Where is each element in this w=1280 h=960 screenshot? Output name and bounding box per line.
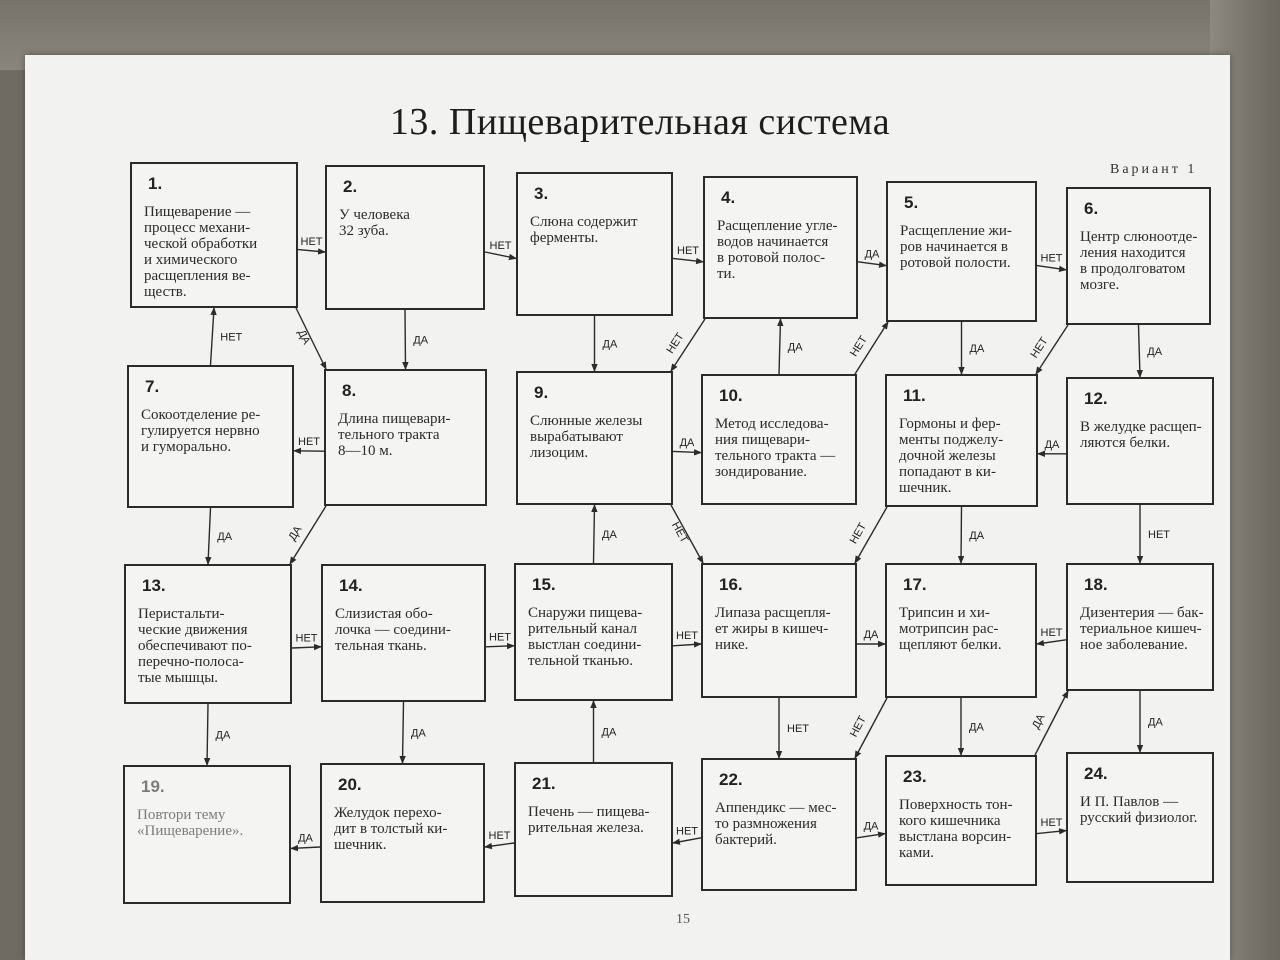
box-number: 2. [343,177,358,196]
box-number: 13. [142,576,166,595]
box-number: 23. [903,767,927,786]
connector-label-20-19: ДА [298,832,313,845]
connector-13-19 [207,704,208,765]
connector-label-11-17: ДА [969,530,985,542]
box-statement: Длина пищевари- тельного тракта 8—10 м. [338,411,451,459]
connector-label-22-23: ДА [863,820,879,833]
connector-14-15 [486,646,514,647]
box-statement: Метод исследова- ния пищевари- тельного тракта — зондирование. [715,416,836,480]
connector-1-2 [298,250,325,252]
connector-4-5 [858,262,886,266]
box-number: 12. [1084,389,1108,408]
flowchart-box-4 [703,176,858,319]
flowchart-box-3 [516,172,673,316]
box-statement: Повтори тему «Пищеварение». [137,807,244,839]
box-statement: Липаза расщепля- ет жиры в кишеч- нике. [715,605,831,653]
flowchart-box-9 [516,371,673,505]
connector-label-14-20: ДА [411,727,426,740]
connector-label-10-5: НЕТ [848,333,870,359]
connector-13-14 [292,647,321,648]
connector-label-5-11: ДА [969,343,985,355]
connector-label-16-17: ДА [863,629,879,641]
box-statement: Снаружи пищева- рительный канал выстлан соедини- тельной тканью. [528,605,643,669]
connector-label-17-22: НЕТ [847,714,869,740]
box-number: 24. [1084,764,1108,783]
box-number: 4. [721,188,736,207]
flowchart-box-2 [325,165,485,310]
connector-label-11-16: НЕТ [847,520,870,547]
connector-label-21-20: НЕТ [488,830,511,842]
box-statement: Слюнные железы вырабатывают лизоцим. [530,413,643,461]
connector-3-4 [673,258,703,261]
connector-label-7-1: НЕТ [220,331,243,344]
box-statement: Гормоны и фер- менты поджелу- дочной железы попадают в ки- шечник. [899,416,1004,496]
box-statement: Слюна содержит ферменты. [530,214,638,246]
flowchart-box-12 [1066,377,1214,505]
box-statement: Сокоотделение ре- гулируется нервно и гуморально. [141,407,261,455]
box-number: 16. [719,575,743,594]
flowchart-box-8 [324,369,487,506]
worksheet-title: 13. Пищеварительная система [389,101,891,143]
box-number: 6. [1084,199,1099,218]
box-statement: Печень — пищева- рительная железа. [528,804,650,836]
box-number: 10. [719,386,743,405]
box-number: 3. [534,184,549,203]
connector-18-17 [1037,640,1066,644]
connector-7-1 [211,308,215,365]
flowchart-box-11 [885,374,1038,507]
connector-label-6-12: ДА [1147,346,1163,358]
box-number: 7. [145,377,160,396]
connector-21-20 [485,843,514,847]
connector-7-13 [208,508,211,564]
connector-label-18-24: ДА [1148,716,1163,729]
connector-label-3-4: НЕТ [677,245,699,258]
flowchart-box-24 [1066,752,1214,883]
flowchart-box-15 [514,563,673,701]
box-number: 15. [532,575,556,594]
box-number: 19. [141,777,165,796]
box-statement: Поверхность тон- кого кишечника выстлана ворсин- ками. [899,797,1013,861]
connector-14-20 [403,702,404,763]
connector-label-3-9: ДА [602,338,618,351]
connector-label-4-9: НЕТ [664,330,687,356]
connector-label-5-6: НЕТ [1040,252,1063,265]
box-number: 18. [1084,575,1108,594]
flowchart-box-14 [321,564,486,702]
connector-label-22-21: НЕТ [676,825,698,838]
connector-9-10 [673,451,701,452]
connector-15-16 [673,644,701,646]
box-number: 11. [903,386,926,405]
flowchart-box-7 [127,365,294,508]
connector-label-14-15: НЕТ [489,631,511,644]
connector-label-13-14: НЕТ [295,632,318,645]
flowchart-box-13 [124,564,292,704]
flowchart-box-5 [886,181,1037,322]
connector-5-6 [1037,266,1066,270]
box-number: 20. [338,775,362,794]
connector-label-1-8: ДА [295,327,313,347]
connector-15-9 [594,505,595,563]
connector-label-9-10: ДА [679,437,695,449]
connector-label-23-18: ДА [1030,712,1048,731]
box-number: 5. [904,193,919,212]
connector-label-13-19: ДА [215,729,231,742]
connector-label-4-5: ДА [864,248,880,261]
box-statement: Аппендикс — мес- то размножения бактерий. [715,800,837,848]
box-statement: Пищеварение — процесс механи- ческой обработки и химического расщепления ве- ществ. [144,204,258,300]
box-statement: Расщепление угле- водов начинается в ротовой полос- ти. [717,218,838,282]
variant-label: Вариант 1 [1110,162,1198,177]
connector-22-21 [673,838,701,843]
connector-label-12-18: НЕТ [1148,529,1170,541]
connector-label-9-16: НЕТ [669,520,691,546]
box-statement: Расщепление жи- ров начинается в ротовой полости. [900,223,1012,271]
box-statement: И П. Павлов — русский физиолог. [1080,794,1198,826]
box-statement: Слизистая обо- лочка — соедини- тельная ткань. [335,606,451,654]
flowchart-box-6 [1066,187,1211,325]
box-statement: Трипсин и хи- мотрипсин рас- щепляют белки. [899,605,1002,653]
connector-label-15-16: НЕТ [676,629,698,642]
connector-label-1-2: НЕТ [300,235,323,248]
connector-6-12 [1139,325,1141,377]
flowchart-box-17 [885,563,1037,698]
connector-label-18-17: НЕТ [1040,626,1063,639]
connector-11-17 [961,507,962,563]
connector-label-2-8: ДА [413,334,429,347]
connector-label-8-13: ДА [286,523,305,543]
box-number: 14. [339,576,363,595]
page-number: 15 [676,912,690,927]
flowchart-box-16 [701,563,857,698]
box-number: 17. [903,575,927,594]
connector-23-24 [1037,831,1066,834]
flowchart-box-20 [320,763,485,903]
box-number: 21. [532,774,556,793]
box-statement: Перистальти- ческие движения обеспечивают по- перечно-полоса- тые мышцы. [138,606,252,686]
connector-label-16-22: НЕТ [787,723,809,735]
connector-label-8-7: НЕТ [298,436,320,448]
flowchart-box-1 [130,162,298,308]
connector-10-4 [779,319,781,374]
box-statement: В желудке расщеп- ляются белки. [1080,419,1202,451]
flowchart-box-23 [885,755,1037,886]
box-statement: Центр слюноотде- ления находится в продолговатом мозге. [1080,229,1198,293]
flowchart-box-19 [123,765,291,904]
flowchart-box-18 [1066,563,1214,691]
flowchart-box-10 [701,374,857,505]
connector-22-23 [857,834,885,838]
flowchart-box-22 [701,758,857,891]
connector-label-2-3: НЕТ [489,240,512,253]
connector-2-3 [485,252,516,258]
connector-label-17-23: ДА [969,721,984,734]
box-number: 22. [719,770,743,789]
connector-label-6-11: НЕТ [1028,335,1051,361]
connector-label-7-13: ДА [217,531,233,543]
connector-label-21-15: ДА [601,726,617,739]
connector-20-19 [291,847,320,848]
flowchart-box-21 [514,762,673,897]
connector-label-23-24: НЕТ [1040,817,1063,830]
connector-label-15-9: ДА [602,529,617,541]
box-statement: Желудок перехо- дит в толстый ки- шечник. [334,805,448,853]
connector-2-8 [405,310,406,369]
connector-label-10-4: ДА [787,341,803,354]
box-statement: У человека 32 зуба. [339,207,410,239]
connector-label-12-11: ДА [1044,438,1060,451]
box-number: 9. [534,383,549,402]
box-statement: Дизентерия — бак- териальное кишеч- ное заболевание. [1080,605,1204,653]
box-number: 1. [148,174,163,193]
box-number: 8. [342,381,357,400]
